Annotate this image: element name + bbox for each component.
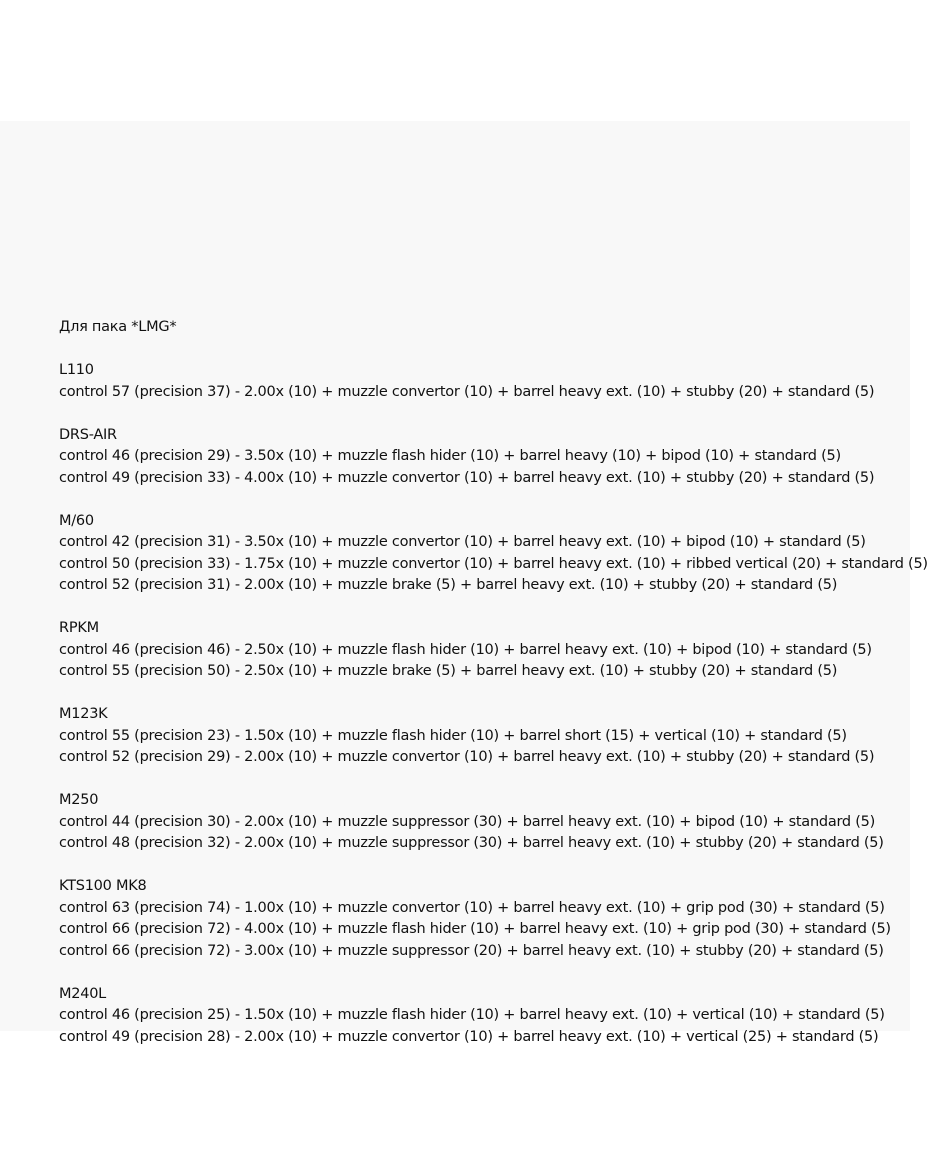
loadout-line: control 66 (precision 72) - 4.00x (10) + muzzle flash hider (10) + barrel heavy ext. (10) + grip pod (30) + standard (5): [59, 921, 891, 937]
weapon-name: M240L: [59, 985, 107, 1002]
weapon-section: [59, 984, 910, 1049]
weapon-section: [59, 360, 910, 403]
weapon-name: DRS-AIR: [59, 426, 117, 443]
weapon-name: M/60: [59, 512, 94, 529]
loadout-line: control 57 (precision 37) - 2.00x (10) + muzzle convertor (10) + barrel heavy ext. (10) + stubby (20) + standard (5): [59, 383, 875, 400]
weapon-name: M123K: [59, 706, 108, 722]
weapon-section: [59, 790, 910, 855]
loadout-line: control 52 (precision 29) - 2.00x (10) + muzzle convertor (10) + barrel heavy ext. (10) + stubby (20) + standard (5): [59, 749, 875, 765]
loadout-line: control 48 (precision 32) - 2.00x (10) + muzzle suppressor (30) + barrel heavy ext. (10) + stubby (20) + standard (5): [59, 835, 884, 851]
document-panel: [0, 121, 928, 1045]
loadout-line: control 46 (precision 46) - 2.50x (10) + muzzle flash hider (10) + barrel heavy ext. (10) + bipod (10) + standard (5): [59, 641, 872, 658]
loadout-line: control 49 (precision 33) - 4.00x (10) + muzzle convertor (10) + barrel heavy ext. (10) + stubby (20) + standard (5): [59, 469, 875, 486]
loadout-line: control 46 (precision 29) - 3.50x (10) + muzzle flash hider (10) + barrel heavy (10) + bipod (10) + standard (5): [59, 448, 841, 464]
weapon-section: [59, 511, 928, 597]
document-title: Для пака *LMG*: [59, 319, 177, 335]
weapon-name: L110: [59, 362, 94, 378]
weapon-section: [59, 704, 910, 769]
weapon-name: M250: [59, 792, 99, 808]
loadout-line: control 55 (precision 23) - 1.50x (10) + muzzle flash hider (10) + barrel short (15) + vertical (10) + standard (5): [59, 727, 847, 744]
loadout-line: control 55 (precision 50) - 2.50x (10) + muzzle brake (5) + barrel heavy ext. (10) + stubby (20) + standard (5): [59, 663, 838, 679]
loadout-line: control 42 (precision 31) - 3.50x (10) + muzzle convertor (10) + barrel heavy ext. (10) + bipod (10) + standard (5): [59, 534, 866, 550]
weapon-sections: [59, 360, 928, 1048]
weapon-section: [59, 618, 910, 683]
weapon-name: KTS100 MK8: [59, 878, 147, 894]
weapon-section: [59, 425, 910, 490]
loadout-line: control 66 (precision 72) - 3.00x (10) + muzzle suppressor (20) + barrel heavy ext. (10) + stubby (20) + standard (5): [59, 942, 884, 959]
document-content: [59, 317, 928, 1070]
loadout-line: control 52 (precision 31) - 2.00x (10) + muzzle brake (5) + barrel heavy ext. (10) + stubby (20) + standard (5): [59, 577, 838, 593]
loadout-line: control 50 (precision 33) - 1.75x (10) + muzzle convertor (10) + barrel heavy ext. (10) + ribbed vertical (20) + standard (5): [59, 555, 928, 572]
loadout-line: control 49 (precision 28) - 2.00x (10) + muzzle convertor (10) + barrel heavy ext. (10) + vertical (25) + standard (5): [59, 1028, 879, 1045]
loadout-line: control 63 (precision 74) - 1.00x (10) + muzzle convertor (10) + barrel heavy ext. (10) + grip pod (30) + standard (5): [59, 899, 885, 916]
loadout-line: control 44 (precision 30) - 2.00x (10) + muzzle suppressor (30) + barrel heavy ext. (10) + bipod (10) + standard (5): [59, 813, 876, 830]
weapon-section: [59, 876, 910, 962]
loadout-line: control 46 (precision 25) - 1.50x (10) + muzzle flash hider (10) + barrel heavy ext. (10) + vertical (10) + standard (5): [59, 1007, 885, 1023]
weapon-name: RPKM: [59, 620, 99, 636]
